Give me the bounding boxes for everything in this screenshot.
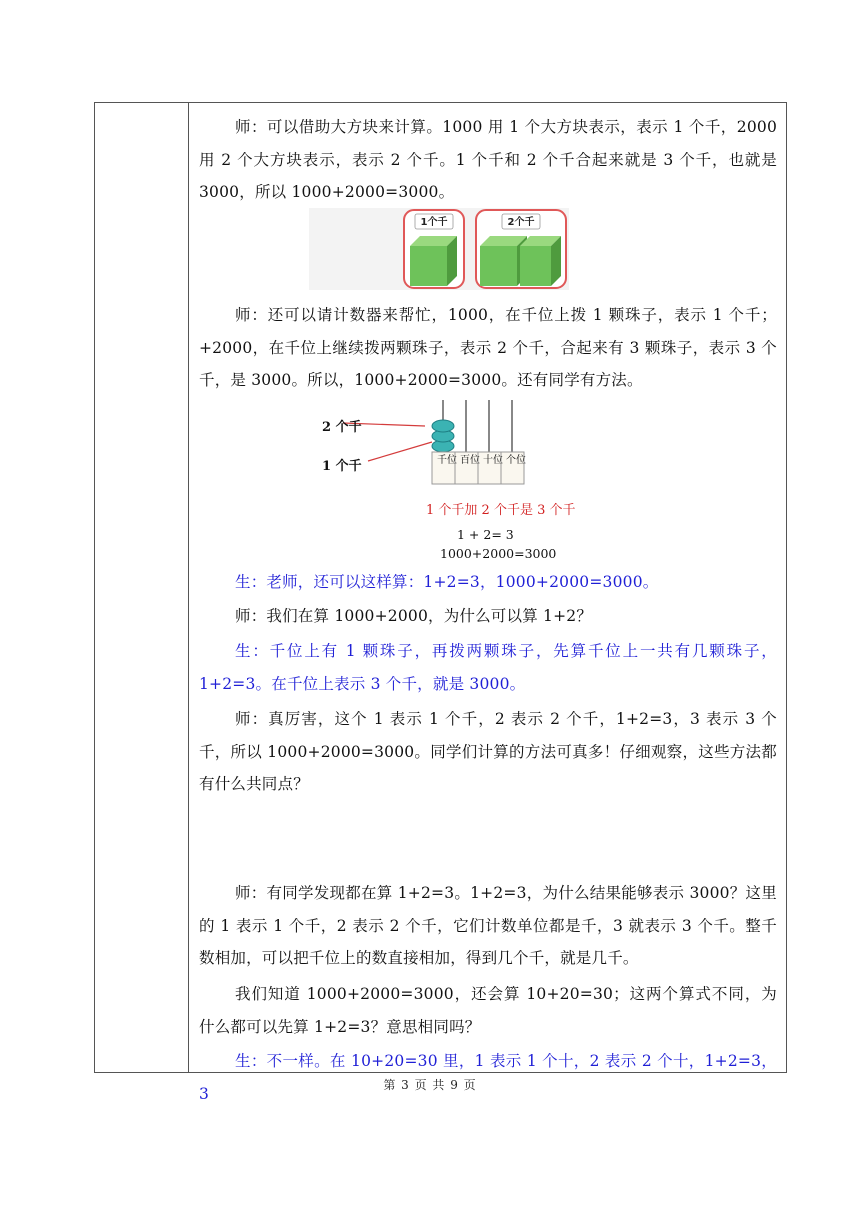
card1-label: 1个千 [420, 217, 448, 228]
cube-2a [480, 236, 527, 286]
place-label-tens: 十位 [483, 455, 503, 466]
student-paragraph-1: 生：老师，还可以这样算：1+2=3，1000+2000=3000。 [235, 573, 659, 591]
teacher-paragraph-1: 师：可以借助大方块来计算。1000 用 1 个大方块表示，表示 1 个千，2000 用 2 个大方块表示，表示 2 个千。1 个千和 2 个千合起来就是 3 个千，也就是 3000，所以 1000+2000=3000。 [199, 118, 777, 201]
student-paragraph-3: 生：不一样。在 10+20=30 里，1 表示 1 个十，2 表示 2 个十，1+2=3，3 [199, 1052, 777, 1103]
label-one-thousand: 1 个千 [322, 459, 362, 474]
teacher-paragraph-6: 我们知道 1000+2000=3000，还会算 10+20=30；这两个算式不同，为什么都可以先算 1+2=3？意思相同吗？ [199, 985, 777, 1036]
teacher-paragraph-4: 师：真厉害，这个 1 表示 1 个千，2 表示 2 个千，1+2=3，3 表示 3 个千，所以 1000+2000=3000。同学们计算的方法可真多！仔细观察，这些方法都有什么共同点？ [199, 710, 777, 793]
abacus-illustration [318, 398, 538, 488]
cubes-illustration [309, 208, 569, 290]
equation-thousands: 1000+2000=3000 [440, 546, 557, 561]
place-label-ones: 个位 [506, 455, 526, 466]
place-label-thousands: 千位 [437, 455, 457, 466]
thousand-cubes-figure [309, 208, 569, 290]
cube-1 [410, 236, 457, 286]
page-footer: 第 3 页 共 9 页 [383, 1078, 477, 1092]
place-label-hundreds: 百位 [460, 455, 480, 466]
teacher-paragraph-2: 师：还可以请计数器来帮忙，1000，在千位上拨 1 颗珠子，表示 1 个千；+2000，在千位上继续拨两颗珠子，表示 2 个千，合起来有 3 颗珠子，表示 3 个千，是 3000。所以，1000+2000=3000。还有同学有方法。 [199, 306, 777, 389]
label-two-thousand: 2 个千 [322, 420, 362, 435]
equation-simple: 1 + 2= 3 [457, 527, 514, 542]
teacher-paragraph-5: 师：有同学发现都在算 1+2=3。1+2=3，为什么结果能够表示 3000？这里的 1 表示 1 个千，2 表示 2 个千，它们计数单位都是千，3 就表示 3 个千。整千数相加，可以把千位上的数直接相加，得到几个千，就是几千。 [199, 884, 777, 967]
teacher-paragraph-3: 师：我们在算 1000+2000，为什么可以算 1+2？ [235, 607, 593, 625]
student-paragraph-2: 生：千位上有 1 颗珠子，再拨两颗珠子，先算千位上一共有几颗珠子，1+2=3。在千位上表示 3 个千，就是 3000。 [199, 642, 777, 693]
card2-label: 2个千 [507, 217, 535, 228]
cube-2b [520, 236, 561, 286]
bead-3 [432, 420, 454, 432]
left-column [95, 103, 189, 1072]
abacus-caption: 1 个千加 2 个千是 3 个千 [426, 503, 576, 518]
abacus-figure [318, 398, 538, 488]
